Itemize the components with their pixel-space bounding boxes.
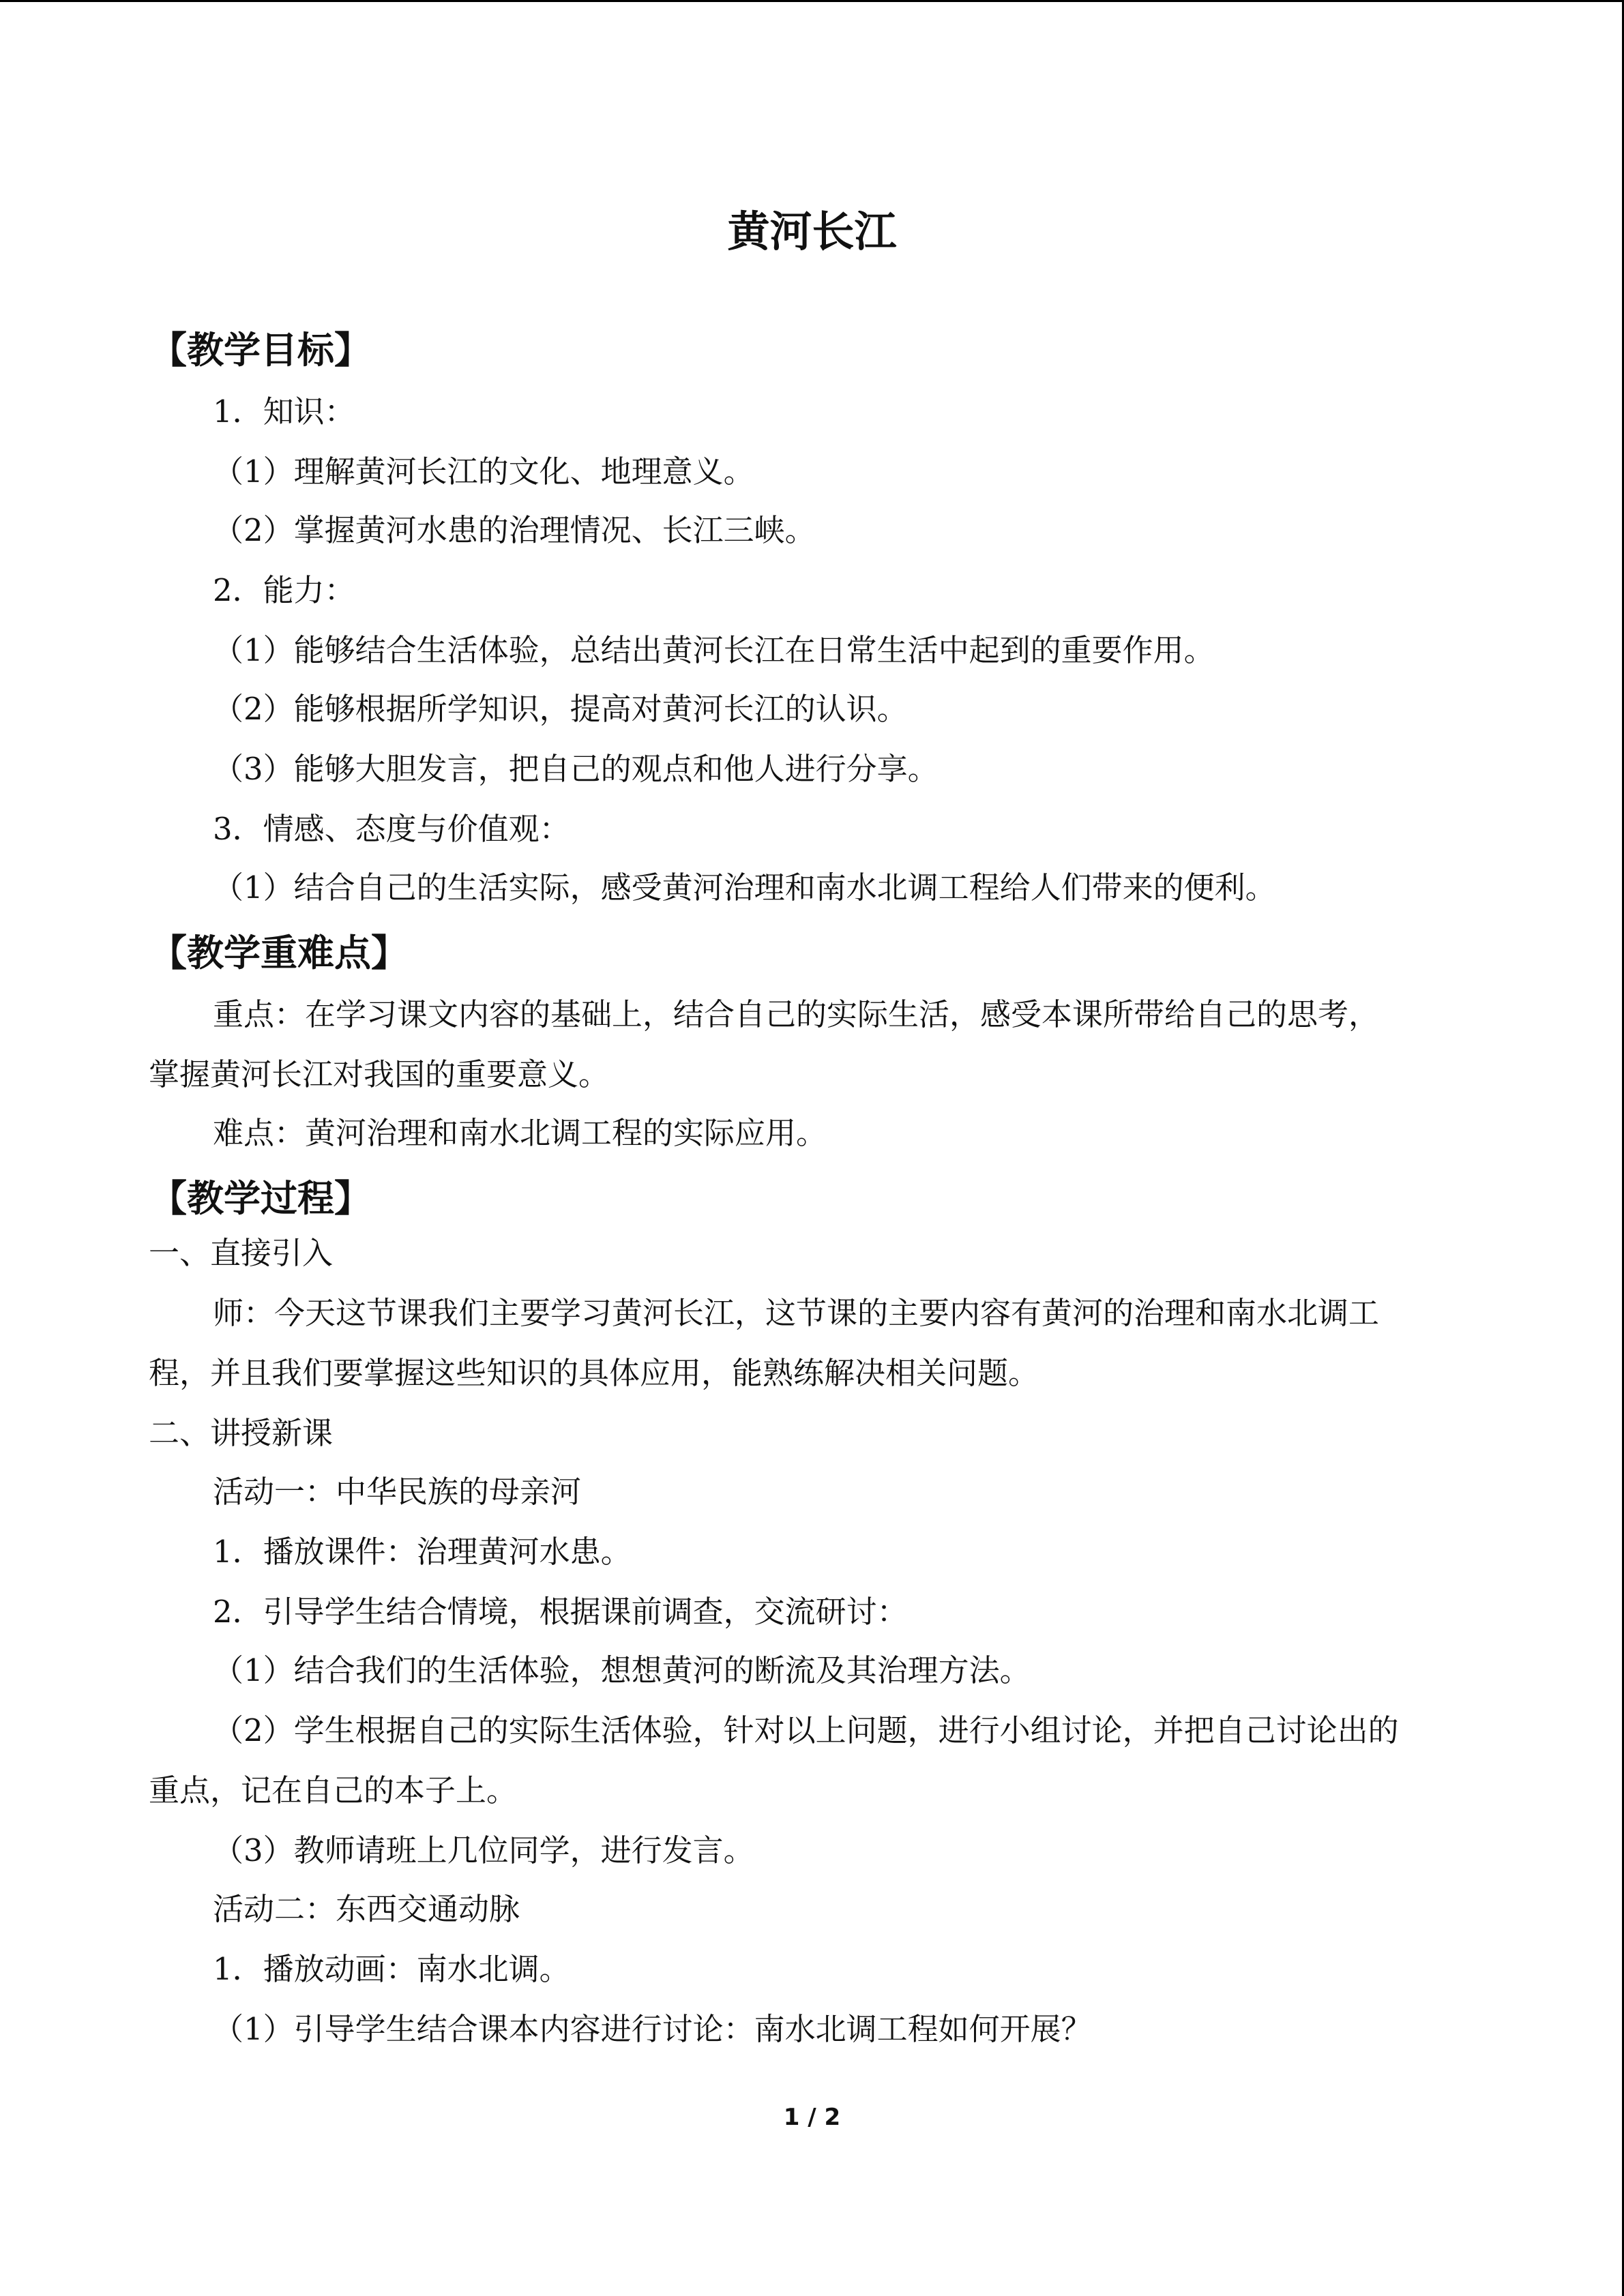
heading-key-points: 【教学重难点】 — [150, 931, 408, 974]
objectives-knowledge-1: （1）理解黄河长江的文化、地理意义。 — [213, 453, 754, 490]
process-intro-line2: 程，并且我们要掌握这些知识的具体应用，能熟练解决相关问题。 — [149, 1355, 1039, 1391]
process-activity1-sub2-line1: （2）学生根据自己的实际生活体验，针对以上问题，进行小组讨论，并把自己讨论出的 — [213, 1712, 1399, 1748]
process-activity1-step1: 1．播放课件：治理黄河水患。 — [213, 1534, 632, 1570]
objectives-ability-1: （1）能够结合生活体验，总结出黄河长江在日常生活中起到的重要作用。 — [213, 632, 1215, 668]
process-activity-2: 活动二：东西交通动脉 — [213, 1891, 520, 1927]
process-section-2: 二、讲授新课 — [149, 1415, 334, 1451]
objectives-ability-3: （3）能够大胆发言，把自己的观点和他人进行分享。 — [213, 751, 939, 787]
process-activity1-sub1: （1）结合我们的生活体验，想想黄河的断流及其治理方法。 — [213, 1652, 1031, 1688]
process-activity1-sub2-line2: 重点，记在自己的本子上。 — [149, 1772, 518, 1808]
process-activity1-step2: 2．引导学生结合情境，根据课前调查，交流研讨： — [213, 1594, 908, 1630]
process-activity-1: 活动一：中华民族的母亲河 — [213, 1474, 582, 1510]
process-section-1: 一、直接引入 — [149, 1235, 334, 1271]
process-activity2-step1: 1．播放动画：南水北调。 — [213, 1951, 570, 1987]
document-title: 黄河长江 — [727, 207, 897, 256]
heading-objectives: 【教学目标】 — [150, 328, 371, 372]
process-activity1-sub3: （3）教师请班上几位同学，进行发言。 — [213, 1832, 754, 1868]
objectives-emotion-label: 3．情感、态度与价值观： — [213, 811, 570, 847]
key-points-focus-line1: 重点：在学习课文内容的基础上，结合自己的实际生活，感受本课所带给自己的思考， — [213, 996, 1380, 1032]
key-points-difficulty: 难点：黄河治理和南水北调工程的实际应用。 — [213, 1115, 827, 1151]
page-number: 1 / 2 — [783, 2104, 841, 2131]
objectives-ability-2: （2）能够根据所学知识，提高对黄河长江的认识。 — [213, 691, 908, 727]
key-points-focus-line2: 掌握黄河长江对我国的重要意义。 — [149, 1056, 610, 1092]
objectives-knowledge-2: （2）掌握黄河水患的治理情况、长江三峡。 — [213, 512, 816, 548]
process-intro-line1: 师：今天这节课我们主要学习黄河长江，这节课的主要内容有黄河的治理和南水北调工 — [213, 1295, 1380, 1331]
heading-process: 【教学过程】 — [150, 1176, 371, 1220]
page-top-border — [0, 0, 1624, 2]
objectives-emotion-1: （1）结合自己的生活实际，感受黄河治理和南水北调工程给人们带来的便利。 — [213, 869, 1276, 906]
objectives-ability-label: 2．能力： — [213, 572, 355, 608]
objectives-knowledge-label: 1．知识： — [213, 393, 355, 430]
process-activity2-sub1: （1）引导学生结合课本内容进行讨论：南水北调工程如何开展？ — [213, 2011, 1092, 2047]
